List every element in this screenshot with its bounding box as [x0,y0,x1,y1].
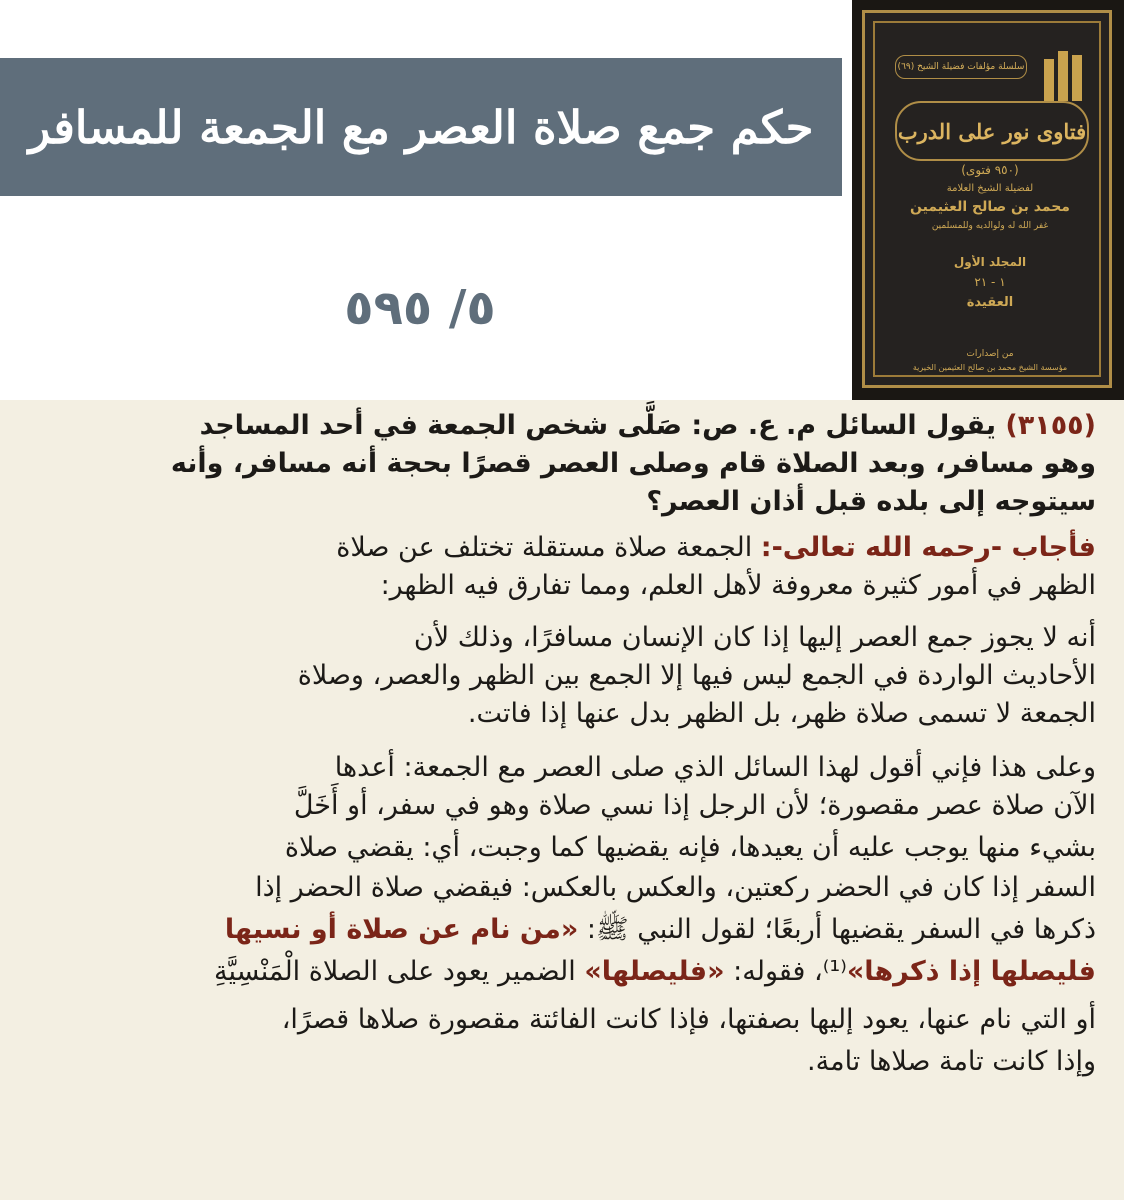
text-line: وهو مسافر، وبعد الصلاة قام وصلى العصر قصرًا بحجة أنه مسافر، وأنه [170,448,1096,479]
book-cover [852,0,1124,400]
text-line: الأحاديث الواردة في الجمع ليس فيها إلا الجمع بين الظهر والعصر، وصلاة [297,660,1096,691]
book-author-suffix: غفر الله له ولوالديه وللمسلمين [931,221,1049,231]
text-line: وإذا كانت تامة صلاها تامة. [807,1046,1096,1077]
hadith-quote: فليصلها إذا ذكرها» [846,956,1096,987]
book-publisher: مؤسسة الشيخ محمد بن صالح العثيمين الخيرية [912,363,1068,372]
books-emblem-icon [1040,43,1090,101]
line-text: صَلَّى شخص الجمعة في أحد المساجد [199,410,692,441]
page-title: حكم جمع صلاة العصر مع الجمعة للمسافر [28,100,814,154]
line-text: ذكرها في السفر يقضيها أربعًا؛ لقول النبي ﷺ: [578,914,1096,945]
book-cover-frame [862,10,1112,388]
reference-number: ٥/ ٥٩٥ [344,280,496,336]
book-author-prefix: لفضيلة الشيخ العلامة [946,183,1034,194]
book-volume: المجلد الأول [953,255,1027,269]
line-text: الجمعة صلاة مستقلة تختلف عن صلاة [336,532,761,563]
text-line: الظهر في أمور كثيرة معروفة لأهل العلم، ومما تفارق فيه الظهر: [380,570,1096,601]
text-line: سيتوجه إلى بلده قبل أذان العصر؟ [646,486,1096,517]
text-line: وعلى هذا فإني أقول لهذا السائل الذي صلى العصر مع الجمعة: أعدها [334,752,1096,783]
text-line: السفر إذا كان في الحضر ركعتين، والعكس بالعكس: فيقضي صلاة الحضر إذا [255,872,1096,903]
text-line [214,956,1096,987]
scanned-book-page [0,400,1124,1200]
book-author: محمد بن صالح العثيمين [910,199,1070,215]
book-topic: العقيدة [966,295,1014,310]
text-line [225,912,1096,952]
text-line: أنه لا يجوز جمع العصر إليها إذا كان الإنسان مسافرًا، وذلك لأن [413,622,1096,653]
quoted-word: «فليصلها» [584,956,725,987]
book-title-frame [895,101,1089,161]
text-line: الجمعة لا تسمى صلاة ظهر، بل الظهر بدل عنها إذا فاتت. [467,698,1096,729]
book-range: ١ - ٢١ [974,275,1006,289]
answer-label: فأجاب -رحمه الله تعالى-: [760,532,1096,563]
book-title: فتاوى نور على الدرب [897,118,1087,144]
question-label: يقول السائل م. ع. ص: [691,410,1006,441]
hadith-quote: «من نام عن صلاة أو نسيها [224,914,579,945]
line-text: ⁽¹⁾، فقوله: [724,956,847,987]
title-banner [0,58,842,196]
book-publisher-prefix: من إصدارات [966,349,1014,359]
book-subtitle: (٩٥٠ فتوى) [961,163,1019,177]
text-line: بشيء منها يوجب عليه أن يعيدها، فإنه يقضيها كما وجبت، أي: يقضي صلاة [284,832,1096,863]
text-line [336,532,1096,563]
book-series-label: سلسلة مؤلفات فضيلة الشيخ (٦٩) [895,55,1027,79]
text-line: الآن صلاة عصر مقصورة؛ لأن الرجل إذا نسي صلاة وهو في سفر، أو أَخَلَّ [293,790,1096,821]
text-line: أو التي نام عنها، يعود إليها بصفتها، فإذا كانت الفائتة مقصورة صلاها قصرًا، [281,1004,1096,1035]
fatwa-number: (٣١٥٥) [1005,410,1096,441]
text-line [200,410,1096,441]
line-text: الضمير يعود على الصلاة الْمَنْسِيَّةِ [213,956,585,987]
